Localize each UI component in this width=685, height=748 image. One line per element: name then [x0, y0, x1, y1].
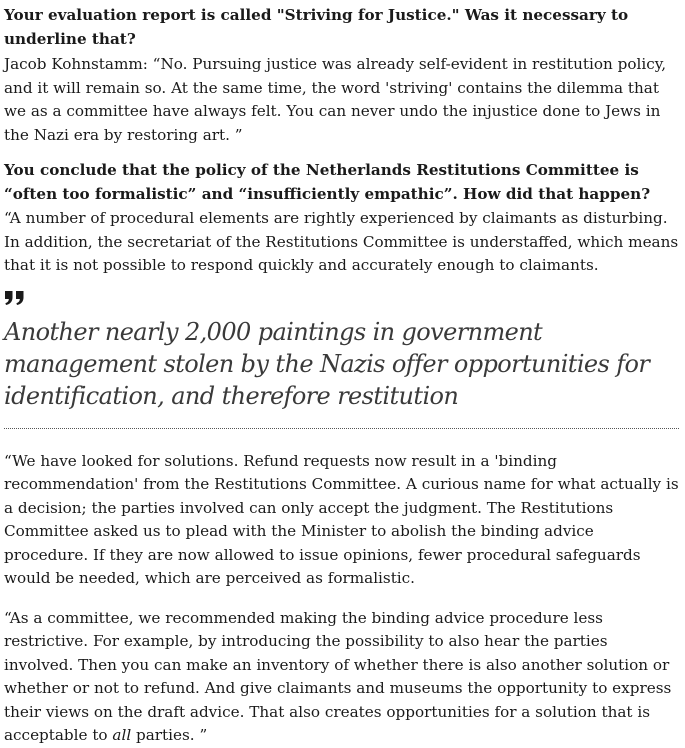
interview-question-1: Your evaluation report is called "Striving for Justice." Was it necessary to underline that? [4, 6, 629, 48]
interview-answer-3: “We have looked for solutions. Refund requests now result in a 'binding recommendation' from the Restitutions Committee. A curious name for what actually is a decision; the parties involved can only accept the judgment. The Restitutions Committee asked us to plead with the Minister to abolish the binding advice procedure. If they are now allowed to issue opinions, fewer procedural safeguards would be needed, which are perceived as formalistic. [4, 451, 679, 587]
interview-question-2: You conclude that the policy of the Netherlands Restitutions Committee is “often too formalistic” and “insufficiently empathic”. How did that happen? [4, 161, 651, 203]
pull-quote-text: Another nearly 2,000 paintings in government management stolen by the Nazis offer opportunities for identification, and therefore restitution [4, 317, 650, 410]
quote-mark-icon [4, 290, 679, 312]
interview-answer-4 [4, 607, 679, 748]
answer-4-emphasis: all [112, 726, 132, 744]
interview-answer-1: Jacob Kohnstamm: “No. Pursuing justice was already self-evident in restitution policy, and it will remain so. At the same time, the word 'striving' contains the dilemma that we as a committee have always felt. You can never undo the injustice done to Jews in the Nazi era by restoring art. ” [4, 55, 667, 144]
answer-4-text: “As a committee, we recommended making the binding advice procedure less restrictive. For example, by introducing the possibility to also hear the parties involved. Then you can make an inventory of whether there is also another solution or whether or not to refund. And give claimants and museums the opportunity to express their views on the draft advice. That also creates opportunities for a solution that is acceptable to [4, 608, 672, 744]
pull-quote-divider [4, 428, 679, 429]
interview-answer-2: “A number of procedural elements are rightly experienced by claimants as disturbing. In addition, the secretariat of the Restitutions Committee is understaffed, which means that it is not possible to respond quickly and accurately enough to claimants. [4, 209, 679, 274]
pull-quote-block [4, 290, 679, 429]
answer-4-text-end: parties. ” [131, 726, 208, 744]
